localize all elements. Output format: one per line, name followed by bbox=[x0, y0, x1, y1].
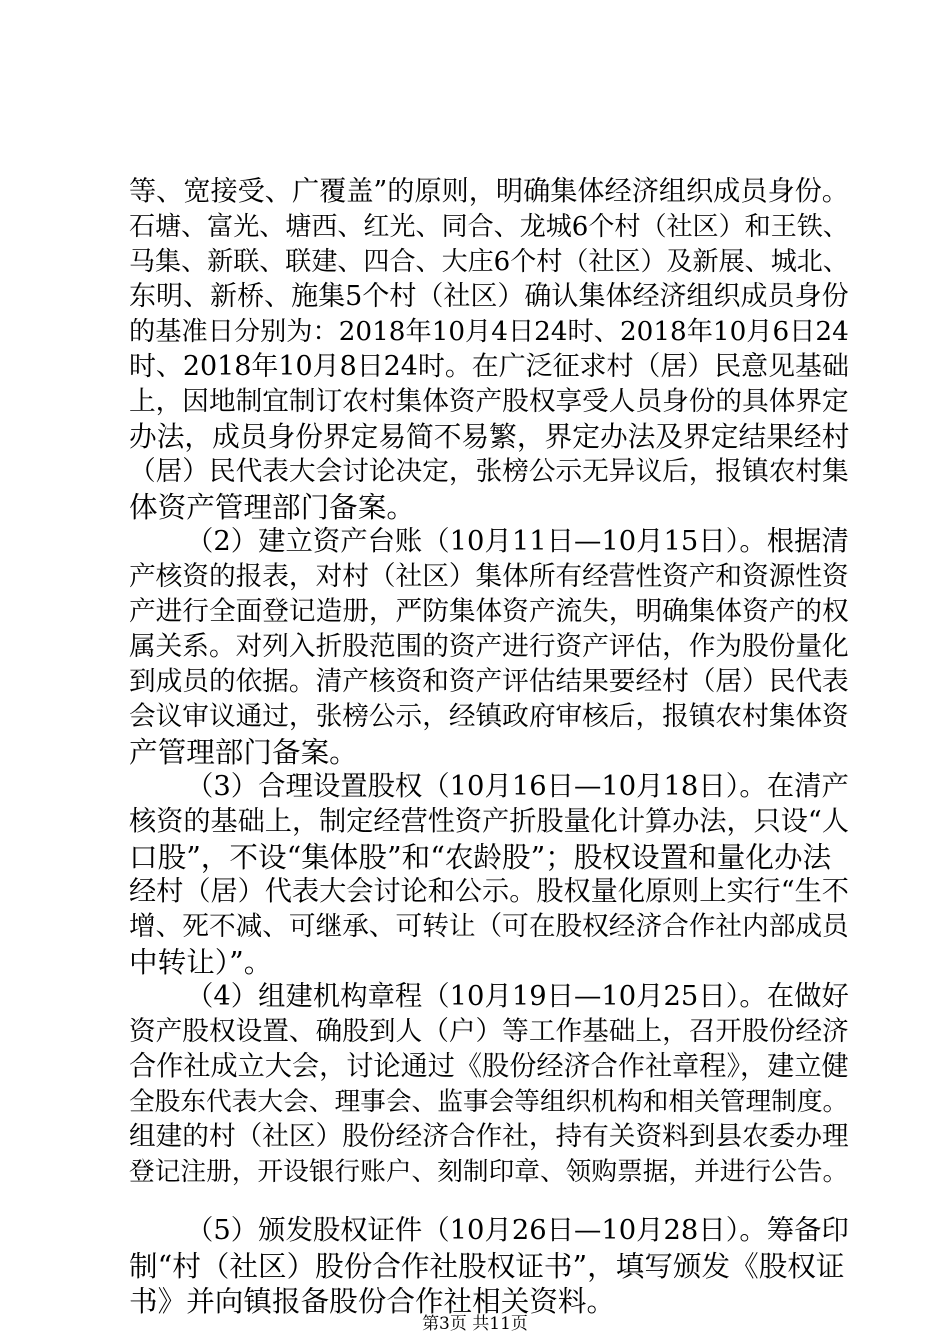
text-line: 会议审议通过，张榜公示，经镇政府审核后，报镇农村集体资 bbox=[129, 701, 849, 732]
paragraph-heading-line: （5）颁发股权证件（10月26日—10月28日）。筹备印 bbox=[186, 1215, 849, 1246]
text-line: 马集、新联、联建、四合、大庄6个村（社区）及新展、城北、 bbox=[129, 247, 849, 277]
text-line: 书》并向镇报备股份合作社相关资料。 bbox=[129, 1284, 616, 1318]
text-line: 组建的村（社区）股份经济合作社，持有关资料到县农委办理 bbox=[129, 1121, 849, 1152]
paragraph-heading-line: （3）合理设置股权（10月16日—10月18日）。在清产 bbox=[186, 771, 849, 802]
text-line: 上，因地制宜制订农村集体资产股权享受人员身份的具体界定 bbox=[129, 386, 849, 417]
text-line: 到成员的依据。清产核资和资产评估结果要经村（居）民代表 bbox=[129, 666, 849, 697]
text-line: 增、死不减、可继承、可转让（可在股权经济合作社内部成员 bbox=[129, 911, 849, 942]
text-line: 石塘、富光、塘西、红光、同合、龙城6个村（社区）和王铁、 bbox=[129, 212, 849, 242]
text-line: 全股东代表大会、理事会、监事会等组织机构和相关管理制度。 bbox=[129, 1087, 849, 1117]
text-line: 口股”，不设“集体股”和“农龄股”；股权设置和量化办法 bbox=[129, 840, 832, 874]
text-line: 时、2018年10月8日24时。在广泛征求村（居）民意见基础 bbox=[129, 351, 849, 382]
text-line: 的基准日分别为：2018年10月4日24时、2018年10月6日24 bbox=[129, 317, 849, 347]
text-line: 核资的基础上，制定经营性资产折股量化计算办法，只设“人 bbox=[129, 806, 849, 837]
paragraph-heading-line: （4）组建机构章程（10月19日—10月25日）。在做好 bbox=[186, 981, 849, 1012]
paragraph-heading-line: （2）建立资产台账（10月11日—10月15日）。根据清 bbox=[186, 526, 849, 557]
text-line: 合作社成立大会，讨论通过《股份经济合作社章程》，建立健 bbox=[129, 1051, 849, 1082]
text-line: 资产股权设置、确股到人（户）等工作基础上，召开股份经济 bbox=[129, 1016, 849, 1047]
text-line: （居）民代表大会讨论决定，张榜公示无异议后，报镇农村集 bbox=[129, 456, 849, 487]
page-number-footer: 第3页 共11页 bbox=[422, 1314, 528, 1334]
text-line: 经村（居）代表大会讨论和公示。股权量化原则上实行“生不 bbox=[129, 876, 849, 907]
text-line: 登记注册，开设银行账户、刻制印章、领购票据，并进行公告。 bbox=[129, 1157, 849, 1187]
text-line: 等、宽接受、广覆盖”的原则，明确集体经济组织成员身份。 bbox=[129, 176, 849, 207]
text-line: 产管理部门备案。 bbox=[129, 735, 358, 769]
text-line: 体资产管理部门备案。 bbox=[129, 490, 415, 524]
text-line: 属关系。对列入折股范围的资产进行资产评估，作为股份量化 bbox=[129, 631, 849, 662]
text-line: 产进行全面登记造册，严防集体资产流失，明确集体资产的权 bbox=[129, 596, 849, 627]
text-line: 中转让）”。 bbox=[129, 945, 273, 979]
text-line: 产核资的报表，对村（社区）集体所有经营性资产和资源性资 bbox=[129, 561, 849, 592]
text-line: 东明、新桥、施集5个村（社区）确认集体经济组织成员身份 bbox=[129, 281, 849, 312]
text-line: 制“村（社区）股份合作社股权证书”，填写颁发《股权证 bbox=[129, 1249, 845, 1283]
text-line: 办法，成员身份界定易简不易繁，界定办法及界定结果经村 bbox=[129, 420, 850, 453]
